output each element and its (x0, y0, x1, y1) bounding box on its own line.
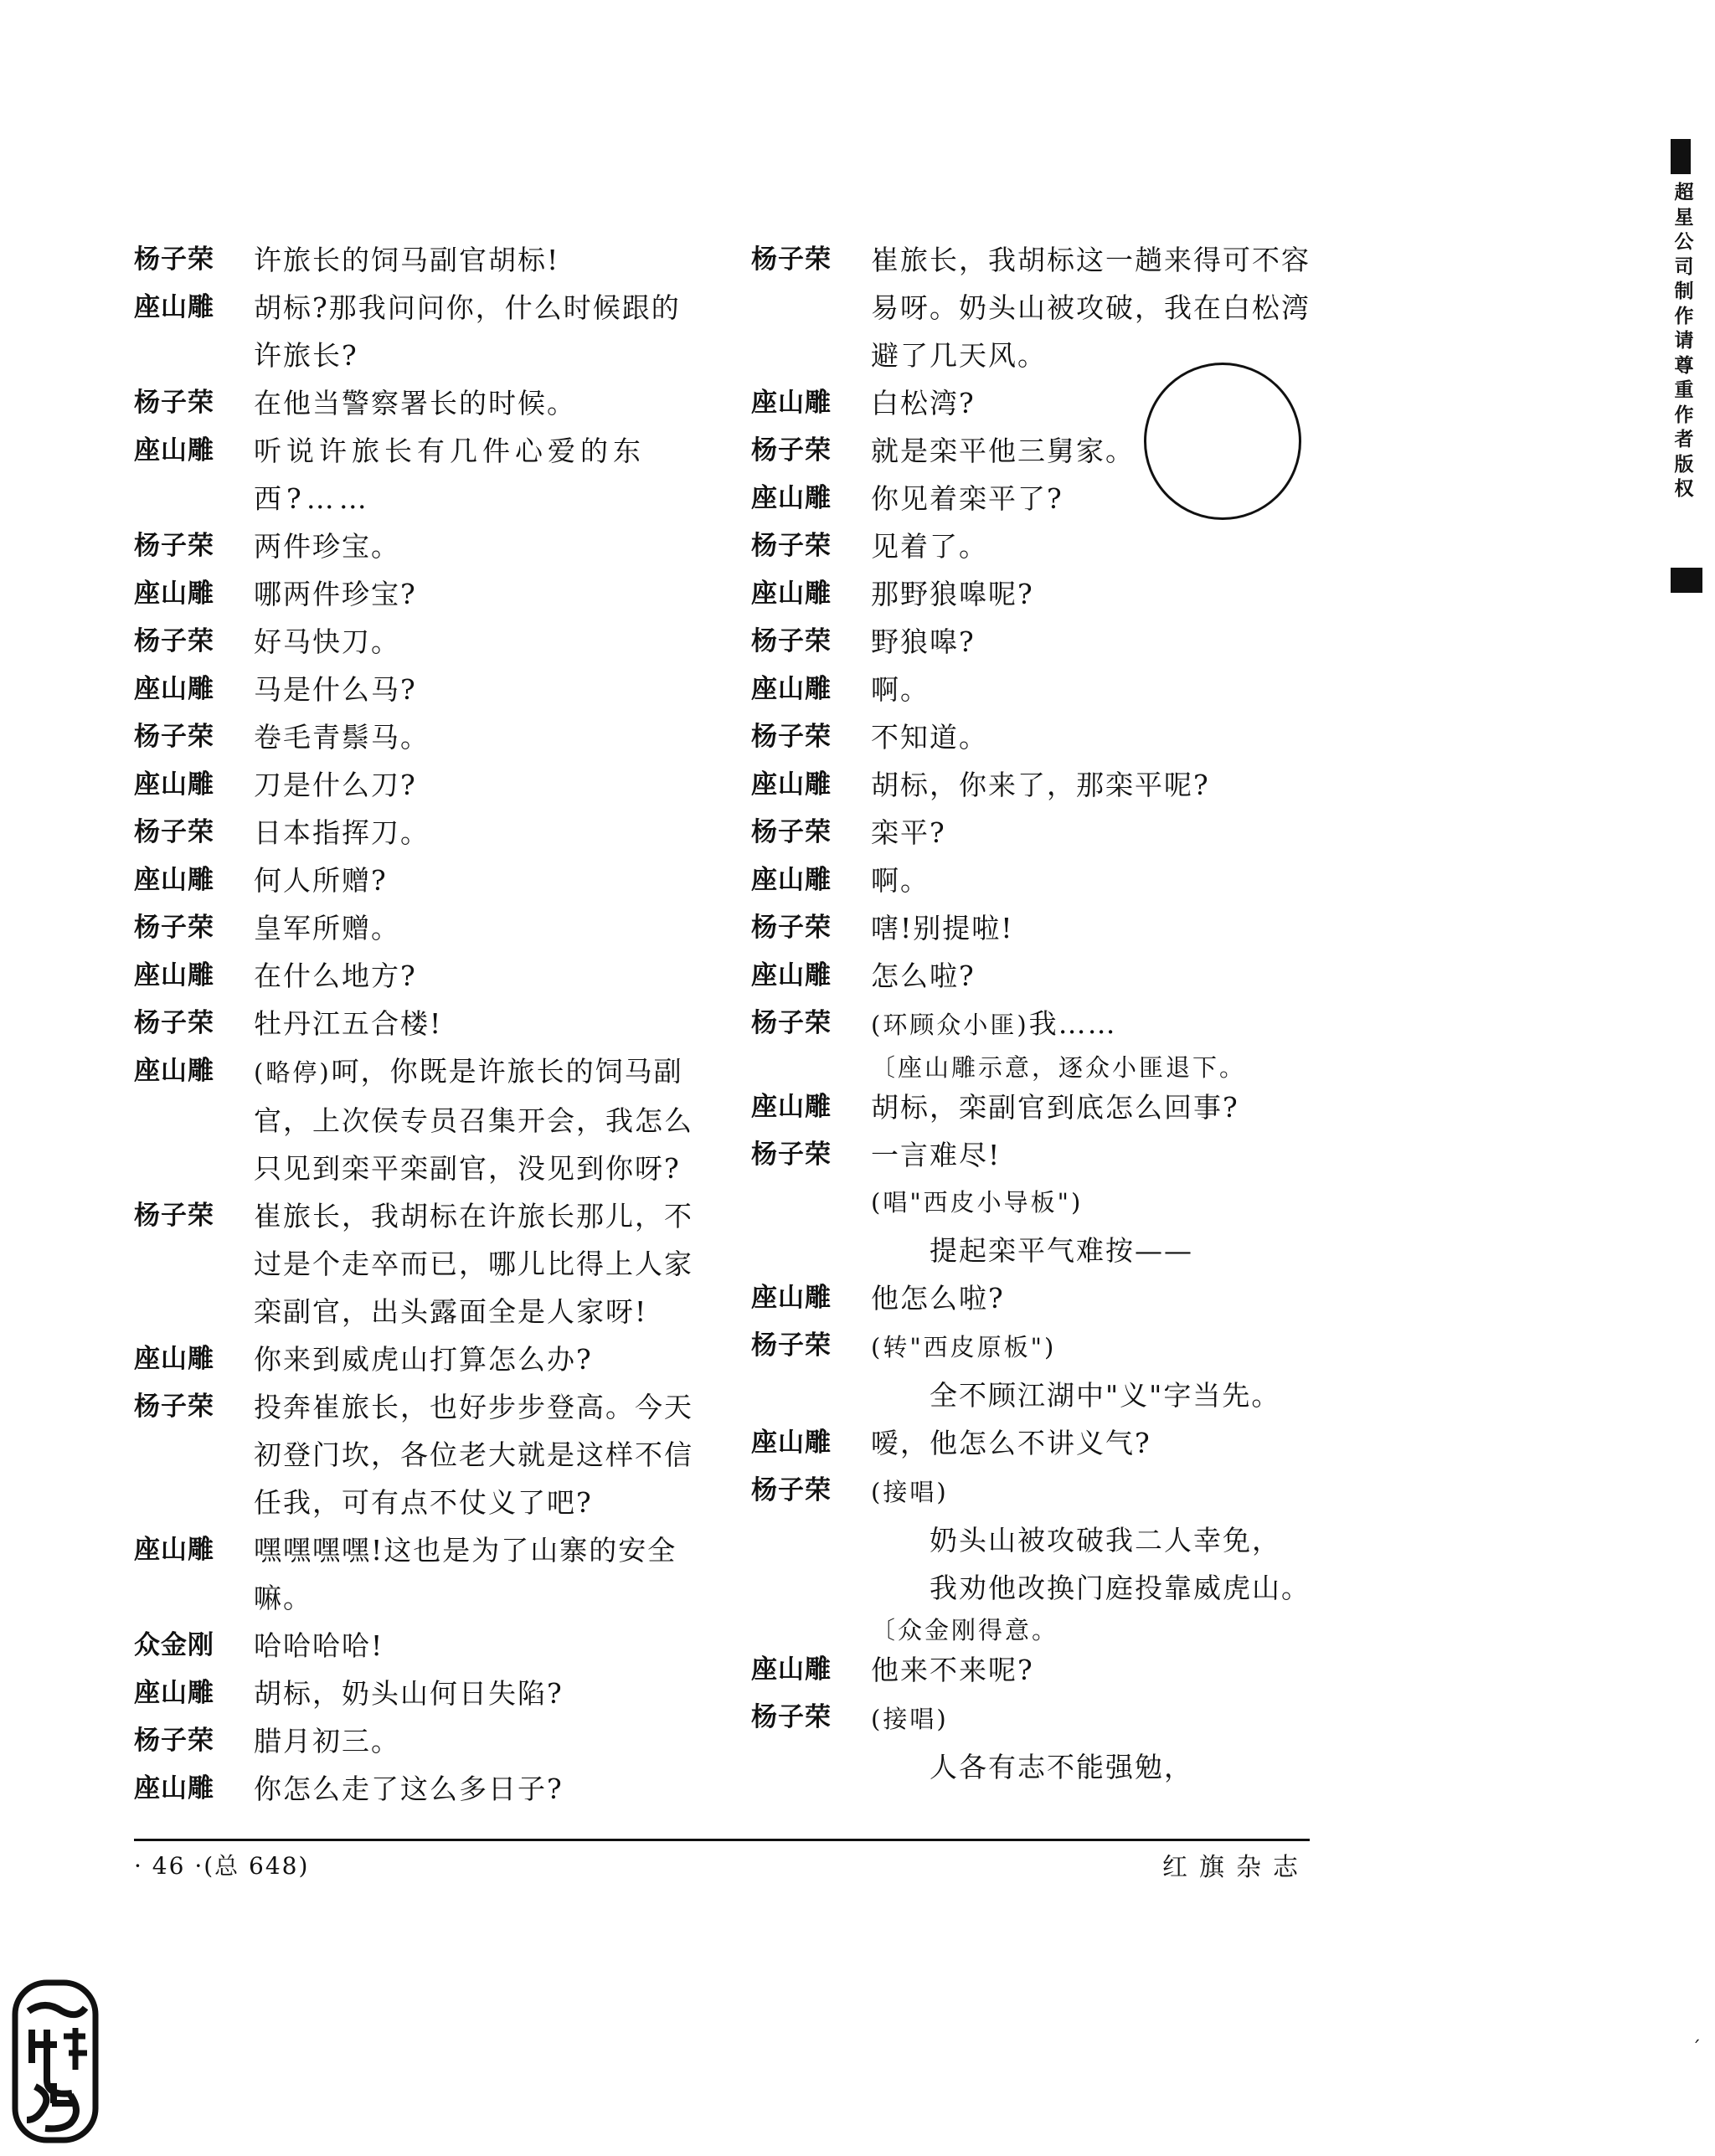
sung-line: 我劝他改换门庭投靠威虎山。 (930, 1572, 1311, 1604)
speaker-name: 杨子荣 (134, 244, 214, 275)
speech-line: 胡标?那我问问你，什么时候跟的 (254, 291, 681, 324)
speech-text (871, 857, 1337, 904)
dialogue-entry (134, 522, 720, 570)
sung-line: 提起栾平气难按—— (930, 1234, 1193, 1267)
dialogue-entry (134, 1335, 720, 1383)
speech-line: 初登门坎，各位老大就是这样不信 (254, 1438, 693, 1471)
speech-line: 西?…… (254, 482, 372, 515)
dialogue-entry (134, 1670, 720, 1717)
dialogue-entry (751, 1000, 1337, 1049)
speaker-name: 座山雕 (134, 292, 214, 322)
dialogue-entry (134, 904, 720, 952)
speech-line: 过是个走卒而已，哪儿比得上人家 (254, 1248, 693, 1280)
speech-text (254, 1192, 720, 1335)
speaker-name: 座山雕 (134, 1773, 214, 1804)
speaker-name: 座山雕 (751, 579, 832, 609)
speech-line-text: 我…… (1028, 1007, 1117, 1040)
speech-line: 你来到威虎山打算怎么办? (254, 1343, 593, 1376)
speaker-name: 杨子荣 (134, 1008, 214, 1038)
speaker-name: 杨子荣 (751, 722, 832, 752)
speech-line: 何人所赠? (254, 864, 388, 897)
speaker-name: 杨子荣 (134, 913, 214, 943)
corner-mark: ˊ (1692, 2039, 1701, 2060)
side-notice-char: 版 (1674, 453, 1694, 476)
speech-line: 栾平? (871, 816, 946, 849)
speech-line: 啊。 (871, 673, 930, 706)
speech-line: 腊月初三。 (254, 1725, 400, 1757)
dialogue-entry (751, 713, 1337, 761)
speech-text (254, 236, 720, 284)
sung-line-row (871, 1564, 1337, 1612)
speech-text (254, 1047, 720, 1192)
speech-text (871, 1467, 1337, 1516)
speech-line: 官，上次侯专员召集开会，我怎么 (254, 1104, 693, 1137)
dialogue-entry (134, 713, 720, 761)
circle-stamp-mark (1144, 363, 1301, 520)
speech-line: 许旅长的饲马副官胡标! (254, 244, 560, 276)
dialogue-entry (134, 809, 720, 857)
speech-line-text: 呵，你既是许旅长的饲马副 (331, 1055, 683, 1088)
speech-text (871, 666, 1337, 713)
side-notice-char: 公 (1674, 231, 1694, 253)
speech-text (254, 522, 720, 570)
dialogue-entry (751, 1694, 1337, 1743)
dialogue-entry (751, 1083, 1337, 1131)
dialogue-entry (751, 857, 1337, 904)
dialogue-entry (134, 1047, 720, 1192)
speech-text (871, 713, 1337, 761)
speaker-name: 座山雕 (751, 674, 832, 704)
dialogue-entry (751, 809, 1337, 857)
speech-line: 栾副官，出头露面全是人家呀! (254, 1295, 648, 1328)
left-dialogue-column (134, 236, 720, 1813)
dialogue-entry (134, 427, 720, 522)
dialogue-entry (751, 1274, 1337, 1322)
stage-direction: (略停) (254, 1058, 332, 1087)
dialogue-entry (751, 666, 1337, 713)
sung-line: 全不顾江湖中"义"字当先。 (930, 1379, 1281, 1412)
speech-text (254, 570, 720, 618)
dialogue-entry (751, 522, 1337, 570)
speech-line: 两件珍宝。 (254, 530, 400, 563)
speech-line: 任我，可有点不仗义了吧? (254, 1486, 593, 1519)
page-number: · 46 ·(总 648) (134, 1852, 310, 1880)
dialogue-entry (134, 952, 720, 1000)
dialogue-entry (751, 1131, 1337, 1179)
stage-direction: 〔座山雕示意，逐众小匪退下。 (871, 1053, 1247, 1082)
speech-line: 嗐!别提啦! (871, 912, 1014, 944)
speaker-name: 座山雕 (751, 1283, 832, 1313)
speech-line: 就是栾平他三舅家。 (871, 435, 1135, 467)
speaker-name: 杨子荣 (134, 1726, 214, 1756)
speaker-name: 座山雕 (134, 865, 214, 895)
speech-line: 牡丹江五合楼! (254, 1007, 443, 1040)
side-notice-char: 星 (1674, 206, 1694, 229)
speech-line: 野狼嗥? (871, 625, 976, 658)
speaker-name: 杨子荣 (134, 1392, 214, 1422)
speaker-name: 座山雕 (134, 1678, 214, 1708)
speaker-name: 座山雕 (751, 1092, 832, 1122)
dialogue-entry (134, 1622, 720, 1670)
speech-line: 好马快刀。 (254, 625, 400, 658)
speech-line: 不知道。 (871, 721, 988, 754)
speech-text (254, 761, 720, 809)
speaker-name: 座山雕 (134, 1535, 214, 1565)
side-bar-top-decoration (1671, 139, 1691, 174)
speech-line: 在他当警察署长的时候。 (254, 387, 576, 419)
speech-line: 白松湾? (871, 387, 976, 419)
speech-line: 他来不来呢? (871, 1654, 1034, 1686)
speaker-name: 杨子荣 (751, 817, 832, 847)
speech-line: 胡标，栾副官到底怎么回事? (871, 1091, 1239, 1124)
sung-line-row (871, 1516, 1337, 1564)
footer-rule (134, 1839, 1310, 1841)
dialogue-entry (134, 1000, 720, 1047)
speaker-name: 杨子荣 (134, 388, 214, 418)
copyright-side-notice (1671, 181, 1697, 502)
speaker-name: 杨子荣 (751, 1330, 832, 1361)
side-notice-char: 作 (1674, 305, 1694, 327)
speech-line: 在什么地方? (254, 960, 417, 992)
speaker-name: 座山雕 (751, 865, 832, 895)
speech-text (871, 1419, 1337, 1467)
speaker-name: 座山雕 (751, 483, 832, 513)
dialogue-entry (751, 904, 1337, 952)
speech-text (871, 952, 1337, 1000)
speech-text (871, 809, 1337, 857)
singing-direction: (接唱) (871, 1705, 949, 1733)
speech-text (871, 618, 1337, 666)
dialogue-entry (134, 1765, 720, 1813)
singing-direction: (唱"西皮小导板") (871, 1188, 1084, 1217)
speech-text (254, 1526, 720, 1622)
speaker-name: 座山雕 (134, 579, 214, 609)
dialogue-entry (134, 379, 720, 427)
speech-text (871, 570, 1337, 618)
speaker-name: 杨子荣 (134, 817, 214, 847)
speech-line: 听说许旅长有几件心爱的东 (254, 435, 646, 467)
speech-text (254, 713, 720, 761)
speech-line: 马是什么马? (254, 673, 417, 706)
speech-line (254, 1047, 720, 1097)
speaker-name: 杨子荣 (134, 722, 214, 752)
dialogue-entry (751, 1322, 1337, 1371)
speech-line: 投奔崔旅长，也好步步登高。今天 (254, 1391, 693, 1423)
speaker-name: 杨子荣 (751, 1140, 832, 1170)
dialogue-entry (751, 1646, 1337, 1694)
speech-text (254, 1383, 720, 1526)
seal-logo (10, 1978, 100, 2145)
speaker-name: 众金刚 (134, 1630, 214, 1660)
side-notice-char: 尊 (1674, 354, 1694, 377)
stage-direction: (环顾众小匪) (871, 1011, 1029, 1039)
dialogue-entry (134, 570, 720, 618)
speech-line: 见着了。 (871, 530, 988, 563)
speech-text (871, 1694, 1337, 1743)
dialogue-entry (751, 952, 1337, 1000)
dialogue-entry (134, 236, 720, 284)
dialogue-entry (751, 236, 1337, 379)
side-notice-char: 者 (1674, 429, 1694, 450)
speech-line: 崔旅长，我胡标在许旅长那儿，不 (254, 1200, 693, 1232)
speech-line (871, 1000, 1337, 1049)
side-notice-char: 司 (1674, 255, 1694, 278)
speech-line: 许旅长? (254, 339, 358, 372)
speech-text (254, 1765, 720, 1813)
speech-line: 刀是什么刀? (254, 769, 417, 801)
dialogue-entry (751, 761, 1337, 809)
speaker-name: 杨子荣 (751, 1475, 832, 1505)
speech-text (871, 522, 1337, 570)
dialogue-entry (134, 1526, 720, 1622)
speaker-name: 杨子荣 (751, 1008, 832, 1038)
dialogue-entry (134, 857, 720, 904)
sung-line: 奶头山被攻破我二人幸免， (930, 1524, 1281, 1557)
speaker-name: 杨子荣 (751, 244, 832, 275)
speaker-name: 座山雕 (134, 435, 214, 466)
singing-direction-row (871, 1179, 1337, 1227)
dialogue-entry (134, 666, 720, 713)
speaker-name: 杨子荣 (751, 1702, 832, 1732)
speaker-name: 座山雕 (134, 1344, 214, 1374)
dialogue-entry (751, 1467, 1337, 1516)
speaker-name: 杨子荣 (751, 531, 832, 561)
speaker-name: 座山雕 (751, 769, 832, 800)
side-notice-char: 重 (1674, 379, 1694, 401)
speaker-name: 座山雕 (134, 1056, 214, 1086)
dialogue-entry (751, 570, 1337, 618)
speech-text (254, 1622, 720, 1670)
dialogue-entry (134, 1192, 720, 1335)
speech-line: 只见到栾平栾副官，没见到你呀? (254, 1152, 681, 1185)
speaker-name: 座山雕 (751, 388, 832, 418)
speech-text (871, 904, 1337, 952)
speech-line: 啊。 (871, 864, 930, 897)
side-notice-char: 超 (1674, 182, 1694, 203)
speech-text (254, 427, 720, 522)
speech-text (871, 1646, 1337, 1694)
speaker-name: 座山雕 (751, 1428, 832, 1458)
speaker-name: 杨子荣 (134, 1201, 214, 1231)
singing-direction: (接唱) (871, 1478, 949, 1506)
speech-line: 皇军所赠。 (254, 912, 400, 944)
stage-direction: 〔众金刚得意。 (871, 1616, 1059, 1644)
speech-line: 哪两件珍宝? (254, 578, 417, 610)
speech-text (871, 1274, 1337, 1322)
dialogue-entry (134, 1717, 720, 1765)
speech-text (254, 618, 720, 666)
speech-text (254, 1717, 720, 1765)
speech-line: 崔旅长，我胡标这一趟来得可不容 (871, 244, 1311, 276)
sung-line-row (871, 1743, 1337, 1791)
speech-line: 嘛。 (254, 1582, 312, 1614)
speech-text (254, 857, 720, 904)
sung-line: 人各有志不能强勉， (930, 1751, 1193, 1783)
speech-line: 那野狼嗥呢? (871, 578, 1034, 610)
speaker-name: 杨子荣 (751, 913, 832, 943)
speech-line: 嘿嘿嘿嘿!这也是为了山寨的安全 (254, 1534, 677, 1567)
speaker-name: 座山雕 (751, 1654, 832, 1685)
speaker-name: 座山雕 (134, 769, 214, 800)
speech-line: 嗳，他怎么不讲义气? (871, 1427, 1151, 1459)
side-notice-char: 请 (1674, 330, 1694, 352)
speech-line: 卷毛青鬃马。 (254, 721, 430, 754)
speech-line: 避了几天风。 (871, 339, 1047, 372)
sung-line-row (871, 1371, 1337, 1419)
speech-line: 他怎么啦? (871, 1282, 1005, 1315)
side-notice-char: 制 (1674, 280, 1694, 302)
speech-text (871, 1000, 1337, 1049)
speaker-name: 杨子荣 (134, 626, 214, 656)
singing-direction: (转"西皮原板") (871, 1333, 1057, 1361)
speech-line: 日本指挥刀。 (254, 816, 430, 849)
speech-text (871, 1083, 1337, 1131)
speech-text (254, 1670, 720, 1717)
speech-text (871, 1131, 1337, 1179)
speech-text (254, 1000, 720, 1047)
dialogue-entry (134, 761, 720, 809)
speech-line: 怎么啦? (871, 960, 976, 992)
speech-text (871, 236, 1337, 379)
speech-text (254, 379, 720, 427)
side-bar-bottom-decoration (1671, 568, 1702, 593)
speech-text (254, 1335, 720, 1383)
speaker-name: 座山雕 (751, 960, 832, 991)
speech-text (254, 809, 720, 857)
speaker-name: 座山雕 (134, 960, 214, 991)
dialogue-entry (751, 618, 1337, 666)
dialogue-entry (751, 1419, 1337, 1467)
speech-line: 你见着栾平了? (871, 482, 1064, 515)
speech-line: 易呀。奶头山被攻破，我在白松湾 (871, 291, 1311, 324)
speaker-name: 杨子荣 (751, 435, 832, 466)
dialogue-entry (134, 618, 720, 666)
speaker-name: 座山雕 (134, 674, 214, 704)
speaker-name: 杨子荣 (751, 626, 832, 656)
speech-text (254, 952, 720, 1000)
speech-text (871, 1322, 1337, 1371)
speaker-name: 杨子荣 (134, 531, 214, 561)
speech-line: 胡标，你来了，那栾平呢? (871, 769, 1210, 801)
dialogue-entry (134, 284, 720, 379)
journal-title: 红旗杂志 (1162, 1853, 1310, 1882)
dialogue-entry (134, 1383, 720, 1526)
speech-line: 一言难尽! (871, 1139, 1002, 1171)
speech-line: 你怎么走了这么多日子? (254, 1773, 564, 1805)
speech-text (254, 904, 720, 952)
sung-line-row (871, 1227, 1337, 1274)
speech-text (254, 666, 720, 713)
side-notice-char: 作 (1674, 404, 1694, 426)
speech-line: 哈哈哈哈! (254, 1629, 384, 1662)
speech-text (254, 284, 720, 379)
speech-text (871, 761, 1337, 809)
speech-line: 胡标，奶头山何日失陷? (254, 1677, 564, 1710)
side-notice-char: 权 (1674, 478, 1694, 500)
